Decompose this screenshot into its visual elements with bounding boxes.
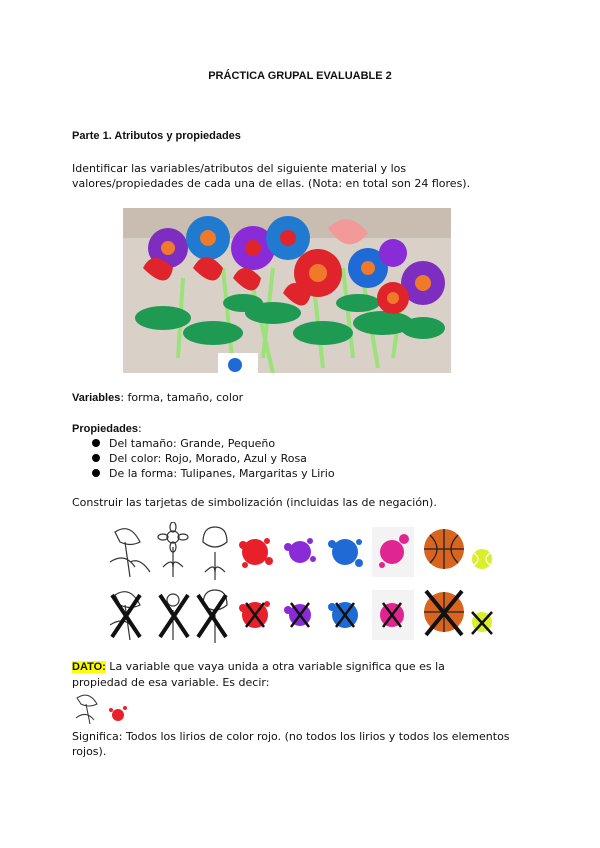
properties-label: Propiedades [72,423,139,435]
list-item: De la forma: Tulipanes, Margaritas y Lirio [92,466,335,481]
cross-icon [198,595,226,637]
cards-instruction: Construir las tarjetas de simbolización (incluidas las de negación). [72,496,437,509]
dato-line-2: propiedad de esa variable. Es decir: [72,676,270,689]
example-lily-red-symbol [72,690,132,726]
variables-text: : forma, tamaño, color [120,391,244,404]
list-item: Del tamaño: Grande, Pequeño [92,436,335,451]
tulip-drawing [203,527,227,580]
properties-list [92,436,335,481]
instruction-line-1: Identificar las variables/atributos del siguiente material y los [72,162,407,175]
meaning-line-2: rojos). [72,745,107,758]
properties-heading [72,421,542,437]
pink-splash [372,527,414,577]
red-splash [109,706,127,721]
lily-drawing [110,529,150,577]
symbol-cards-row [100,522,500,582]
instruction-line-2: valores/propiedades de cada una de ellas. (Nota: en total son 24 flores). [72,177,471,190]
dato-line-1: La variable que vaya unida a otra variable significa que es la [105,660,445,673]
blue-splash [328,602,358,628]
cross-icon [160,595,188,637]
list-item: Del color: Rojo, Morado, Azul y Rosa [92,451,335,466]
variables-line [72,390,542,406]
dato-label: DATO: [72,661,106,673]
purple-splash [284,538,316,563]
tennis-ball [472,549,492,569]
bullet [92,469,100,477]
daisy-drawing [158,522,188,577]
blue-splash [328,539,363,567]
bullet [92,454,100,462]
instruction-paragraph [72,161,542,191]
red-splash [239,538,273,568]
meaning-paragraph [72,729,542,759]
part1-heading: Parte 1. Atributos y propiedades [72,130,241,142]
properties-colon: : [138,422,142,435]
bullet [92,439,100,447]
negation-cards-row [100,585,500,645]
dato-paragraph [72,659,542,690]
cross-icon [112,595,140,637]
meaning-line-1: Significa: Todos los lirios de color rojo. (no todos los lirios y todos los elementos [72,730,510,743]
basketball [424,529,464,569]
lily-drawing [76,695,97,724]
flowers-photo [123,208,451,373]
variables-label: Variables [72,392,121,404]
page-title: PRÁCTICA GRUPAL EVALUABLE 2 [208,70,392,82]
